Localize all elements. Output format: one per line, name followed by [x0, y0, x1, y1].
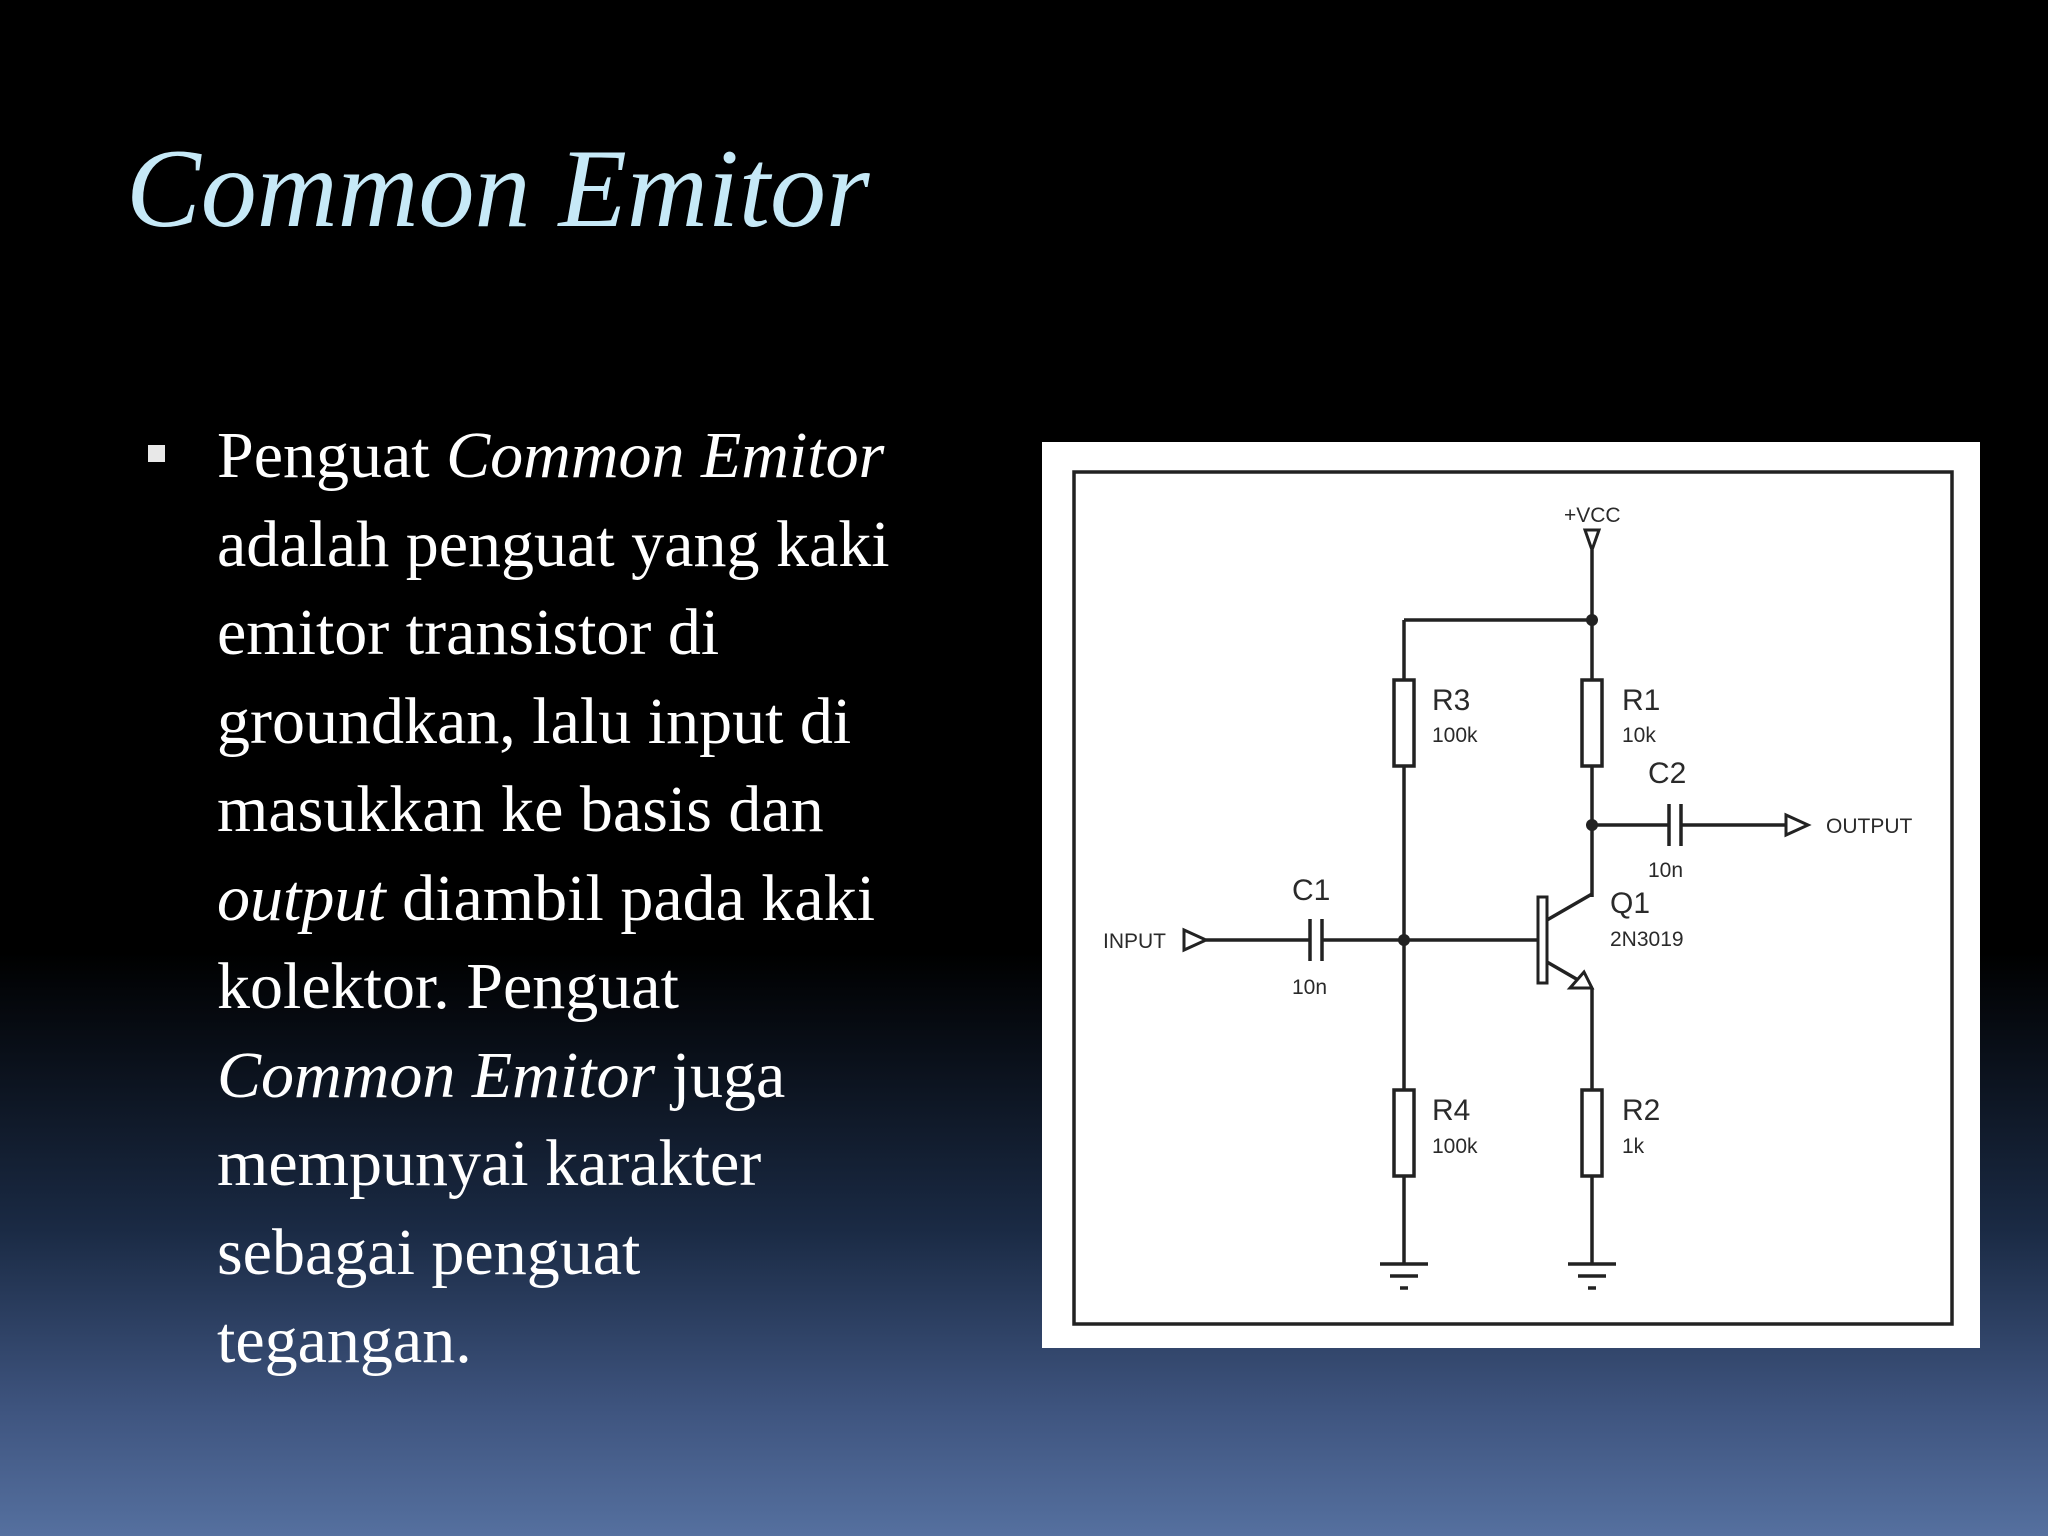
diagram-frame: [1074, 472, 1952, 1324]
text-run: juga: [655, 1038, 786, 1112]
bullet-line: [217, 1297, 1017, 1386]
c1-name: C1: [1292, 874, 1331, 907]
transistor-q1-collector: [1547, 894, 1592, 920]
r1-value: 10k: [1622, 724, 1656, 747]
italic-run: Common Emitor: [446, 419, 885, 492]
q1-value: 2N3019: [1610, 928, 1684, 951]
bullet-line: [217, 1120, 1017, 1209]
c2-name: C2: [1648, 757, 1687, 790]
output-arrow: [1786, 815, 1808, 835]
bullet-line: [217, 766, 1017, 855]
transistor-q1-emitter-arrow: [1570, 972, 1592, 988]
circuit-diagram: [1042, 442, 1980, 1348]
r3-name: R3: [1432, 684, 1471, 717]
input-arrow: [1184, 930, 1206, 950]
resistor-r4: [1394, 1090, 1414, 1176]
bullet-line: [217, 1209, 1017, 1298]
r2-value: 1k: [1622, 1135, 1645, 1158]
bullet-paragraph: [217, 412, 1017, 1386]
text-run: Penguat: [217, 419, 447, 492]
input-label: INPUT: [1103, 930, 1166, 953]
text-run: mempunyai karakter: [217, 1127, 762, 1200]
text-run: diambil pada kaki: [385, 861, 876, 935]
r2-name: R2: [1622, 1094, 1661, 1127]
bullet-line: [217, 501, 1017, 590]
bullet-line: [217, 678, 1017, 767]
resistor-r3: [1394, 680, 1414, 766]
bullet-line: [217, 589, 1017, 678]
text-run: kolektor. Penguat: [217, 950, 679, 1023]
vcc-label: +VCC: [1564, 504, 1621, 527]
resistor-r2: [1582, 1090, 1602, 1176]
r1-name: R1: [1622, 684, 1661, 717]
text-run: masukkan ke basis dan: [217, 773, 824, 846]
text-run: emitor transistor di: [217, 596, 720, 669]
bullet-line: [217, 943, 1017, 1032]
text-run: sebagai penguat: [217, 1215, 641, 1289]
slide-title: Common Emitor: [126, 127, 870, 251]
resistor-r1: [1582, 680, 1602, 766]
output-label: OUTPUT: [1826, 815, 1913, 838]
bullet-line: [217, 1032, 1017, 1121]
c1-value: 10n: [1292, 976, 1328, 999]
bullet-marker: [148, 445, 165, 462]
c2-value: 10n: [1648, 859, 1684, 882]
text-run: tegangan.: [217, 1304, 472, 1377]
italic-run: Common Emitor: [217, 1038, 656, 1112]
r4-name: R4: [1432, 1094, 1471, 1127]
q1-name: Q1: [1610, 887, 1651, 920]
circuit-diagram-panel: [1042, 442, 1980, 1348]
italic-run: output: [217, 861, 386, 935]
text-run: groundkan, lalu input di: [217, 684, 852, 758]
transistor-q1-base-bar: [1538, 897, 1547, 983]
ground-symbol-left: [1380, 1264, 1428, 1288]
r4-value: 100k: [1432, 1135, 1478, 1158]
bullet-line: [217, 855, 1017, 944]
vcc-arrow: [1585, 530, 1599, 550]
r3-value: 100k: [1432, 724, 1478, 747]
text-run: adalah penguat yang kaki: [217, 507, 890, 581]
bullet-line: [217, 412, 1017, 501]
ground-symbol-right: [1568, 1264, 1616, 1288]
